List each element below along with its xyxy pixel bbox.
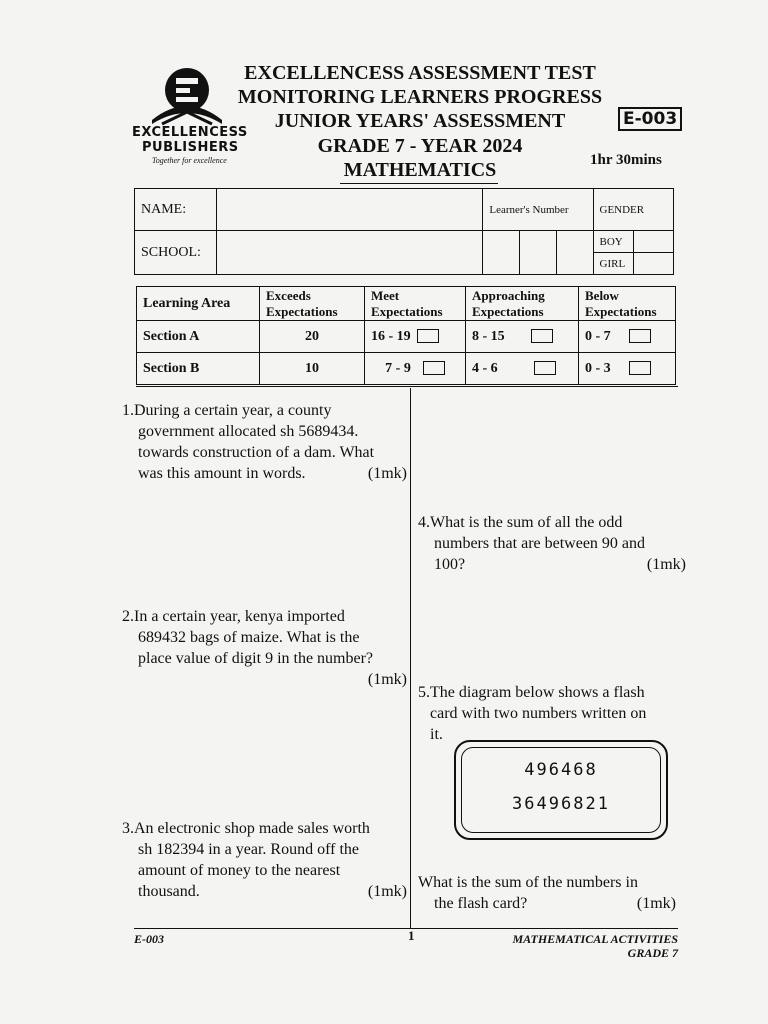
question-3-line: amount of money to the nearest xyxy=(138,862,341,879)
question-5-line: it. xyxy=(430,726,443,743)
question-5-followup xyxy=(418,872,676,914)
flash-card-number-1: 496468 xyxy=(524,760,598,780)
question-5-followup-line: the flash card? xyxy=(434,895,528,912)
school-label: SCHOOL: xyxy=(135,231,217,275)
subject-underline xyxy=(340,183,498,184)
header-exceeds: Exceeds Expectations xyxy=(260,287,365,321)
question-5-line: card with two numbers written on xyxy=(430,705,647,722)
meet-checkbox[interactable] xyxy=(417,329,439,343)
header-learning-area: Learning Area xyxy=(137,287,260,321)
girl-label: GIRL xyxy=(593,253,634,275)
publisher-name-line1: EXCELLENCESS xyxy=(132,125,248,140)
row-label: Section A xyxy=(137,321,260,353)
footer-title: MATHEMATICAL ACTIVITIES xyxy=(512,932,678,946)
flash-card xyxy=(454,740,668,840)
question-2-line: 689432 bags of maize. What is the xyxy=(138,629,360,646)
question-1-line: 1.During a certain year, a county xyxy=(122,402,332,419)
learner-number-box-3[interactable] xyxy=(556,231,593,275)
row-label: Section B xyxy=(137,353,260,385)
boy-checkbox[interactable] xyxy=(634,231,674,253)
question-3 xyxy=(122,818,407,902)
duration: 1hr 30mins xyxy=(590,152,662,168)
paper-code: E-003 xyxy=(618,107,682,131)
exceeds-value: 10 xyxy=(260,353,365,385)
question-5 xyxy=(418,682,686,745)
publisher-name-line2: PUBLISHERS xyxy=(142,140,239,155)
footer-code: E-003 xyxy=(134,932,164,946)
section-divider xyxy=(136,386,678,387)
footer-rule xyxy=(134,928,678,929)
name-field[interactable] xyxy=(217,189,483,231)
question-1-line: government allocated sh 5689434. xyxy=(138,423,359,440)
approaching-value: 8 - 15 xyxy=(472,328,505,344)
question-4 xyxy=(418,512,686,575)
below-checkbox[interactable] xyxy=(629,329,651,343)
header-below: Below Expectations xyxy=(579,287,676,321)
meet-checkbox[interactable] xyxy=(423,361,445,375)
exceeds-value: 20 xyxy=(260,321,365,353)
boy-label: BOY xyxy=(593,231,634,253)
header-meet: Meet Expectations xyxy=(365,287,466,321)
footer-grade: GRADE 7 xyxy=(627,946,678,960)
learner-info-table xyxy=(134,188,674,275)
question-4-line: numbers that are between 90 and xyxy=(434,535,646,552)
question-2-line: place value of digit 9 in the number? xyxy=(138,650,374,667)
question-3-line: 3.An electronic shop made sales worth xyxy=(122,820,370,837)
header-line2: MONITORING LEARNERS PROGRESS xyxy=(237,86,603,108)
question-3-line: sh 182394 in a year. Round off the xyxy=(138,841,360,858)
header-line3: JUNIOR YEARS' ASSESSMENT xyxy=(274,110,566,132)
question-4-line: 4.What is the sum of all the odd xyxy=(418,514,623,531)
table-row xyxy=(137,321,676,353)
question-2-marks: (1mk) xyxy=(367,671,407,688)
header-approaching: Approaching Expectations xyxy=(466,287,579,321)
question-1-line: was this amount in words. xyxy=(138,465,306,482)
girl-checkbox[interactable] xyxy=(634,253,674,275)
question-5-line: 5.The diagram below shows a flash xyxy=(418,684,645,701)
learners-number-label: Learner's Number xyxy=(483,189,593,231)
question-5-marks: (1mk) xyxy=(636,895,676,912)
gender-label: GENDER xyxy=(593,189,674,231)
question-2 xyxy=(122,606,407,690)
below-value: 0 - 3 xyxy=(585,360,611,376)
question-3-marks: (1mk) xyxy=(367,883,407,900)
table-row xyxy=(137,353,676,385)
question-1 xyxy=(122,400,407,484)
meet-value: 7 - 9 xyxy=(385,360,411,376)
column-divider xyxy=(410,388,411,928)
flash-card-number-2: 36496821 xyxy=(512,794,610,814)
approaching-value: 4 - 6 xyxy=(472,360,498,376)
approaching-checkbox[interactable] xyxy=(534,361,556,375)
question-2-line: 2.In a certain year, kenya imported xyxy=(122,608,345,625)
question-1-line: towards construction of a dam. What xyxy=(138,444,375,461)
header-line1: EXCELLENCESS ASSESSMENT TEST xyxy=(244,62,596,84)
question-4-line: 100? xyxy=(434,556,466,573)
question-5-followup-line: What is the sum of the numbers in xyxy=(418,874,638,891)
subject-title: MATHEMATICS xyxy=(343,159,497,181)
learner-number-box-1[interactable] xyxy=(483,231,520,275)
question-3-line: thousand. xyxy=(138,883,200,900)
name-label: NAME: xyxy=(135,189,217,231)
meet-value: 16 - 19 xyxy=(371,328,411,344)
question-4-marks: (1mk) xyxy=(646,556,686,573)
page-number: 1 xyxy=(408,928,415,943)
below-value: 0 - 7 xyxy=(585,328,611,344)
question-1-marks: (1mk) xyxy=(367,465,407,482)
publisher-tagline: Together for excellence xyxy=(152,156,227,165)
header-line4: GRADE 7 - YEAR 2024 xyxy=(317,135,523,157)
below-checkbox[interactable] xyxy=(629,361,651,375)
expectations-table xyxy=(136,286,676,385)
approaching-checkbox[interactable] xyxy=(531,329,553,343)
learner-number-box-2[interactable] xyxy=(520,231,557,275)
school-field[interactable] xyxy=(217,231,483,275)
